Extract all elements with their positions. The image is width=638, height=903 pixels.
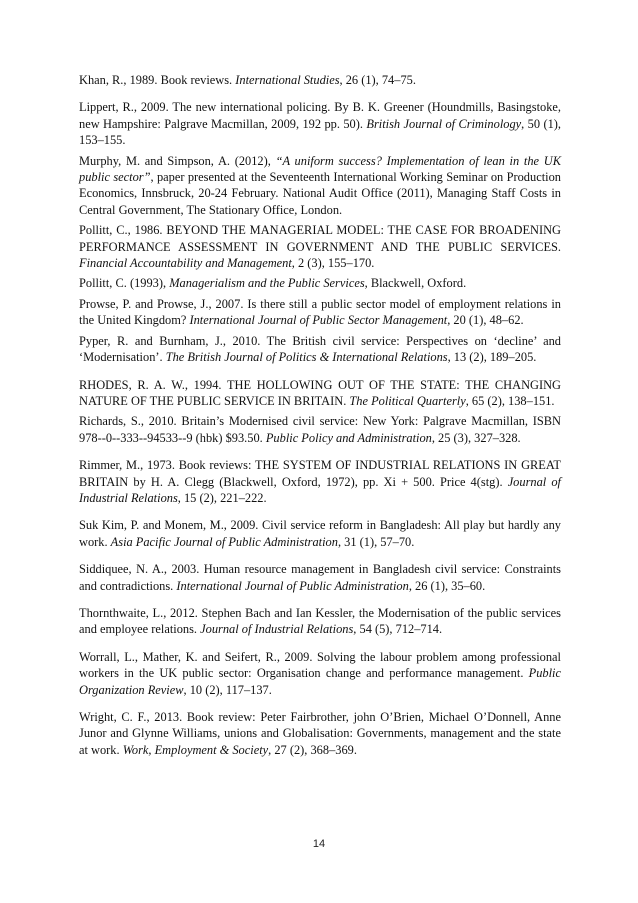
- reference-entry: Rimmer, M., 1973. Book reviews: THE SYSTEM OF INDUSTRIAL RELATIONS IN GREAT BRITAIN by H. A. Clegg (Blackwell, Oxford, 1972), pp. Xi + 500. Price 4(stg). Journal of Industrial Relations, 15 (2), 221–222.: [79, 458, 561, 505]
- reference-entry: Pollitt, C. (1993), Managerialism and the Public Services, Blackwell, Oxford.: [79, 276, 467, 291]
- reference-entry: Thornthwaite, L., 2012. Stephen Bach and Ian Kessler, the Modernisation of the public services and employee relations. Journal of Industrial Relations, 54 (5), 712–714.: [79, 605, 561, 637]
- reference-entry: Worrall, L., Mather, K. and Seifert, R., 2009. Solving the labour problem among professional workers in the UK public sector: Organisation change and performance management. Public Organization Review, 10 (2), 117–137.: [79, 649, 561, 697]
- reference-entry: Lippert, R., 2009. The new international policing. By B. K. Greener (Houndmills, Basingstoke, new Hampshire: Palgrave Macmillan, 2009, 192 pp. 50). British Journal of Criminology, 50 (1), 153–155.: [79, 100, 561, 148]
- reference-list: [79, 72, 561, 758]
- page-number: 14: [312, 838, 326, 850]
- reference-entry: Wright, C. F., 2013. Book review: Peter Fairbrother, john O’Brien, Michael O’Donnell, Anne Junor and Glynne Williams, unions and Globalisation: Governments, management and the state at work. Work, Employment & Society, 27 (2), 368–369.: [79, 710, 561, 757]
- reference-entry: Richards, S., 2010. Britain’s Modernised civil service: New York: Palgrave Macmillan, ISBN 978--0--333--94533--9 (hbk) $93.50. Public Policy and Administration, 25 (3), 327–328.: [79, 414, 561, 445]
- reference-entry: Pollitt, C., 1986. BEYOND THE MANAGERIAL MODEL: THE CASE FOR BROADENING PERFORMANCE ASSESSMENT IN GOVERNMENT AND THE PUBLIC SERVICES. Financial Accountability and Management, 2 (3), 155–170.: [79, 223, 561, 271]
- reference-entry: Khan, R., 1989. Book reviews. International Studies, 26 (1), 74–75.: [79, 73, 416, 87]
- reference-entry: RHODES, R. A. W., 1994. THE HOLLOWING OUT OF THE STATE: THE CHANGING NATURE OF THE PUBLIC SERVICE IN BRITAIN. The Political Quarterly, 65 (2), 138–151.: [79, 377, 561, 408]
- reference-entry: Murphy, M. and Simpson, A. (2012), “A uniform success? Implementation of lean in the UK public sector”, paper presented at the Seventeenth International Working Seminar on Production Economics, Innsbruck, 20-24 February. National Audit Office (2011), Managing Staff Costs in Central Government, The Stationary Office, London.: [79, 153, 562, 217]
- reference-entry: Prowse, P. and Prowse, J., 2007. Is there still a public sector model of employment relations in the United Kingdom? International Journal of Public Sector Management, 20 (1), 48–62.: [79, 296, 561, 328]
- reference-entry: Siddiquee, N. A., 2003. Human resource management in Bangladesh civil service: Constraints and contradictions. International Journal of Public Administration, 26 (1), 35–60.: [79, 562, 561, 593]
- reference-entry: Suk Kim, P. and Monem, M., 2009. Civil service reform in Bangladesh: All play but hardly any work. Asia Pacific Journal of Public Administration, 31 (1), 57–70.: [79, 518, 561, 549]
- reference-entry: Pyper, R. and Burnham, J., 2010. The British civil service: Perspectives on ‘decline’ and ‘Modernisation’. The British Journal of Politics & International Relations, 13 (2), 189–205.: [79, 333, 561, 365]
